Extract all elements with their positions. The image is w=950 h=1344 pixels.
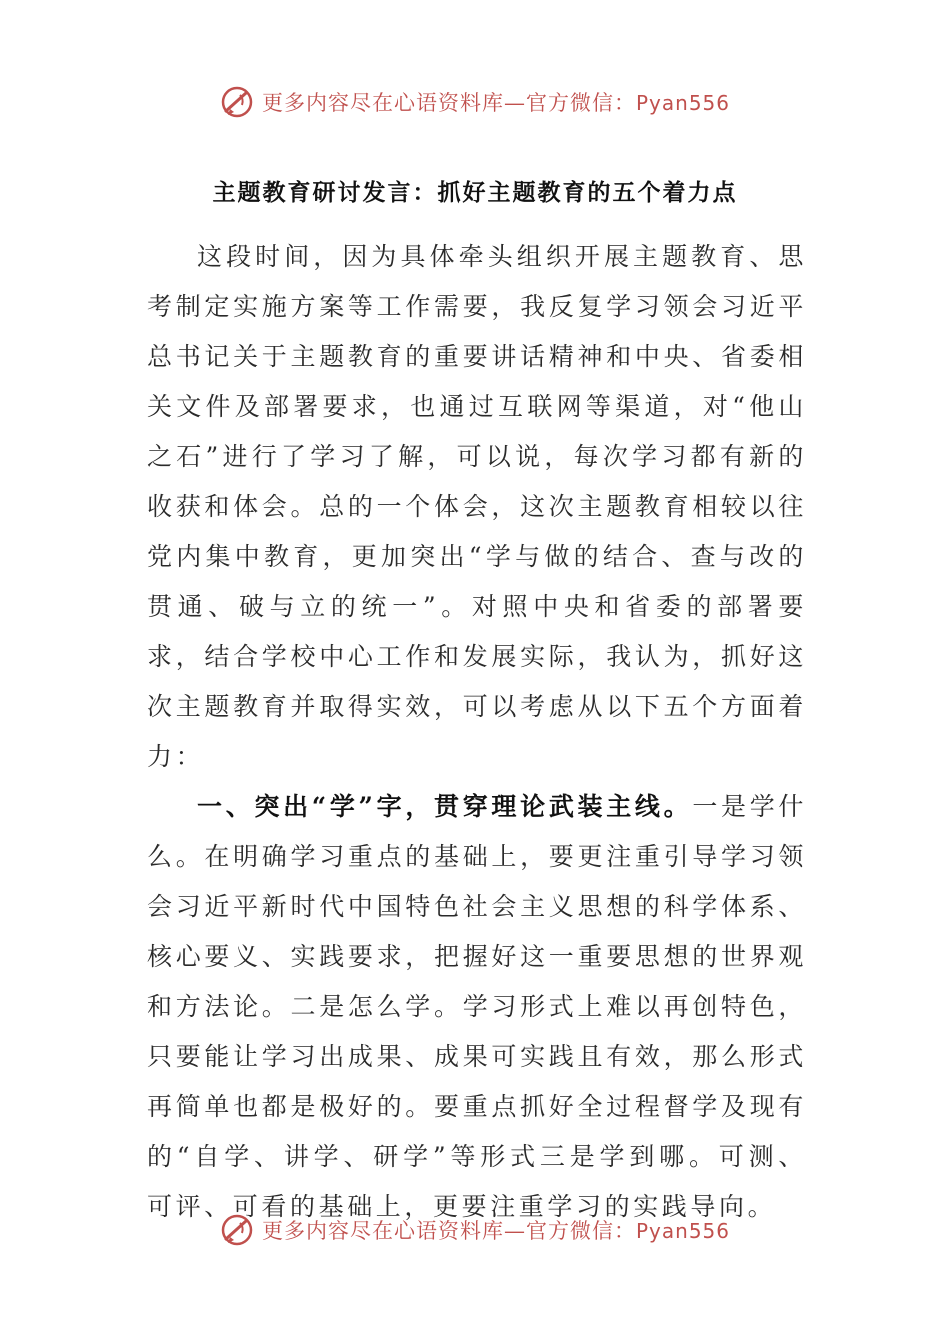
header-watermark <box>0 82 950 122</box>
watermark-text: 更多内容尽在心语资料库—官方微信：Pyan556 <box>261 1219 730 1243</box>
footer-watermark <box>0 1210 950 1250</box>
pen-logo-icon <box>220 85 254 119</box>
document-body <box>147 232 807 1232</box>
paragraph-section-one <box>147 782 807 1232</box>
paragraph-text: 这段时间，因为具体牵头组织开展主题教育、思考制定实施方案等工作需要，我反复学习领会习近平总书记关于主题教育的重要讲话精神和中央、省委相关文件及部署要求，也通过互联网等渠道，对“他山之石”进行了学习了解，可以说，每次学习都有新的收获和体会。总的一个体会，这次主题教育相较以往党内集中教育，更加突出“学与做的结合、查与改的贯通、破与立的统一”。对照中央和省委的部署要求，结合学校中心工作和发展实际，我认为，抓好这次主题教育并取得实效，可以考虑从以下五个方面着力： <box>147 242 807 771</box>
paragraph-intro <box>147 232 807 782</box>
paragraph-text: 一是学什么。在明确学习重点的基础上，要更注重引导学习领会习近平新时代中国特色社会主义思想的科学体系、核心要义、实践要求，把握好这一重要思想的世界观和方法论。二是怎么学。学习形式上难以再创特色，只要能让学习出成果、成果可实践且有效，那么形式再简单也都是极好的。要重点抓好全过程督学及现有的“自学、讲学、研学”等形式三是学到哪。可测、可评、可看的基础上，更要注重学习的实践导向。 <box>147 792 808 1221</box>
watermark-text: 更多内容尽在心语资料库—官方微信：Pyan556 <box>261 91 730 115</box>
document-title: 主题教育研讨发言：抓好主题教育的五个着力点 <box>212 179 738 206</box>
section-heading: 一、突出“学”字，贯穿理论武装主线。 <box>197 792 693 821</box>
pen-logo-icon <box>220 1213 254 1247</box>
